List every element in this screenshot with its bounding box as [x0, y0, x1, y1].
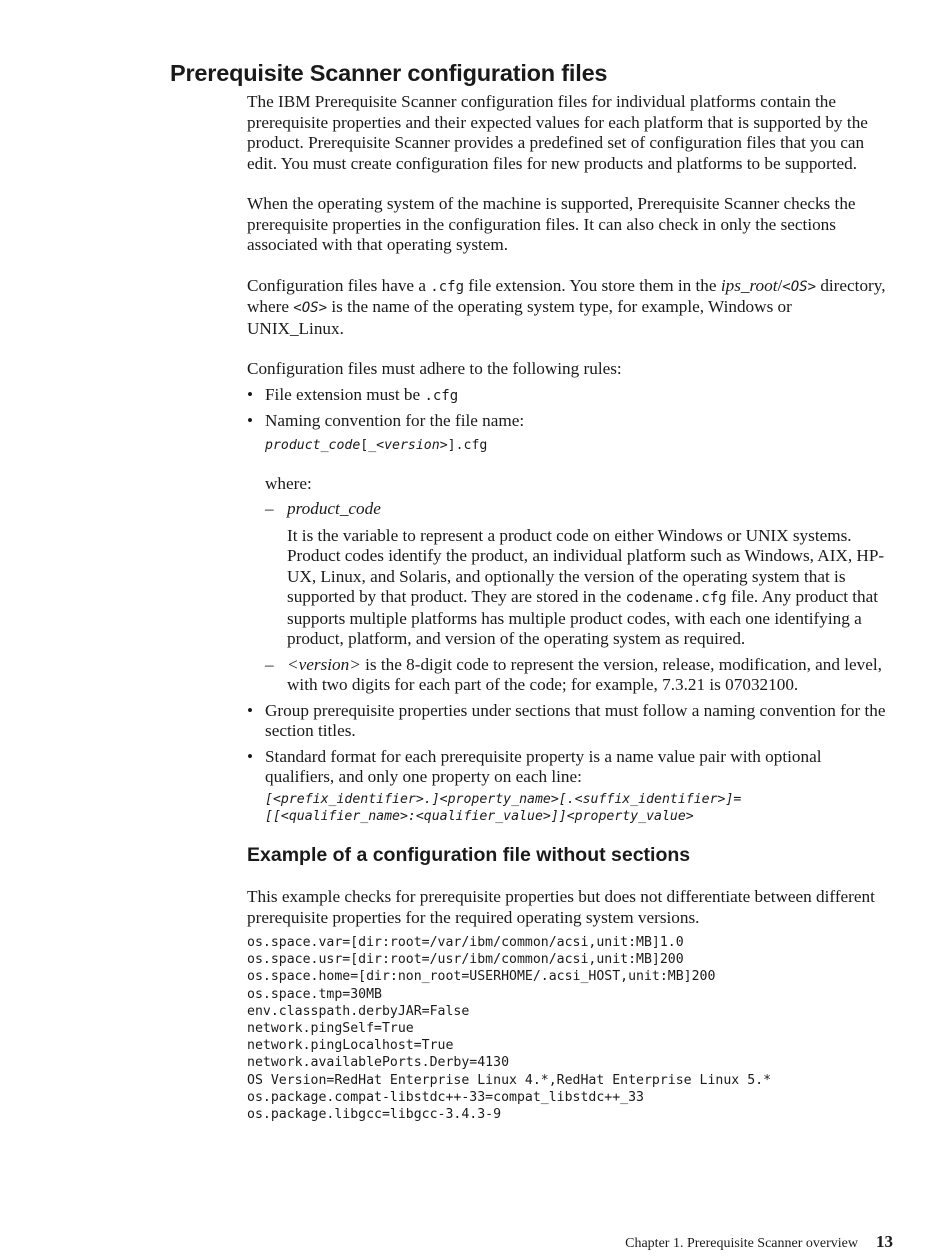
format-line-1: [<prefix_identifier>.]<property_name>[.<suffix_identifier>]=: [265, 791, 742, 807]
bullet-icon: •: [247, 384, 254, 404]
section-heading: Example of a configuration file without sections: [247, 843, 691, 866]
inline-code-cfg: .cfg: [430, 278, 464, 295]
paragraph-intro: The IBM Prerequisite Scanner configuration files for individual platforms contain the prerequisite properties and their expected values for each platform that is supported by the product. Prerequisite Scanner provides a predefined set of configuration files that you can edit. You must create configuration files for new products and platforms to be supported.: [247, 92, 868, 173]
format-line-2: [[<qualifier_name>:<qualifier_value>]]<property_value>: [265, 808, 694, 824]
os-placeholder: <OS>: [293, 300, 328, 316]
rules-intro: Configuration files must adhere to the following rules:: [247, 359, 622, 378]
rule-file-extension: • File extension must be .cfg: [247, 384, 459, 404]
code-line: network.pingSelf=True: [247, 1021, 414, 1037]
example-intro: This example checks for prerequisite properties but does not differentiate between different prerequisite properties for the required operating system versions.: [247, 887, 875, 927]
code-line: network.availablePorts.Derby=4130: [247, 1055, 510, 1071]
inline-code-codename: codename.cfg: [625, 590, 727, 606]
path-ips-root: ips_root: [720, 275, 778, 295]
naming-pattern: product_code[_<version>].cfg: [265, 437, 488, 453]
rule-sections: • Group prerequisite properties under sections that must follow a naming convention for the section titles.: [247, 700, 886, 740]
code-example: [247, 934, 892, 1123]
page-number: 13: [876, 1232, 893, 1251]
document-body: [247, 92, 892, 1123]
page-heading: Prerequisite Scanner configuration files: [170, 60, 608, 86]
code-line: network.pingLocalhost=True: [247, 1038, 454, 1054]
where-label: where:: [265, 473, 312, 493]
page-footer: [625, 1232, 893, 1252]
sub-item-product-code: – product_code It is the variable to represent a product code on either Windows or UNIX systems. Product codes identify the product, an individual platform such as Windows, AIX, HP-UX, Linux, and Solaris, and optionally the version of the operating system that is supported by that product. They are stored in the codename.cfg file. Any product that supports multiple platforms has multiple product codes, with each one identifying a product, platform, and version of the operating system as required.: [265, 499, 885, 648]
code-line: os.space.tmp=30MB: [247, 986, 382, 1002]
code-line: os.package.compat-libstdc++-33=compat_libstdc++_33: [247, 1089, 644, 1105]
paragraph-file-extension: Configuration files have a .cfg file extension. You store them in the ips_root/<OS> directory, where <OS> is the name of the operating system type, for example, Windows or UNIX_Linux.: [247, 275, 886, 338]
rule-standard-format: • Standard format for each prerequisite property is a name value pair with optional qualifiers, and only one property on each line: [<prefix_identifier>.]<property_name>[.<suffix_identifier>]= [[<qualifier_name>:<qualifier_value>]]<property_value>: [247, 747, 892, 825]
bullet-icon: •: [247, 700, 254, 720]
code-line: os.space.usr=[dir:root=/usr/ibm/common/acsi,unit:MB]200: [247, 952, 684, 968]
bullet-icon: •: [247, 746, 254, 766]
paragraph-os-support: When the operating system of the machine is supported, Prerequisite Scanner checks the prerequisite properties in the configuration files. It can also check in only the sections associated with that operating system.: [247, 194, 856, 254]
path-os-placeholder: <OS>: [782, 278, 817, 295]
bullet-icon: •: [247, 411, 254, 430]
code-line: os.space.home=[dir:non_root=USERHOME/.acsi_HOST,unit:MB]200: [247, 969, 716, 985]
code-line: env.classpath.derbyJAR=False: [247, 1003, 470, 1019]
rule-naming-convention: • Naming convention for the file name: product_code[_<version>].cfg where: – product_code It is the variable to represent a product code on either Windows or UNIX systems. Product codes identify the product, an individual platform such as Windows, AIX, HP-UX, Linux, and Solaris, and optionally the version of the operating system that is supported by that product. They are stored in the codename.cfg file. Any product that supports multiple platforms has multiple product codes, with each one identifying a product, platform, and version of the operating system as required. – <version> is the 8-digit code to represent the version, release, modification, and level, with two digits for each part of the code; for example, 7.3.21 is 07032100.: [247, 411, 892, 696]
chapter-title: Chapter 1. Prerequisite Scanner overview: [625, 1236, 858, 1251]
sub-item-version: – <version> is the 8-digit code to represent the version, release, modification, and level, with two digits for each part of the code; for example, 7.3.21 is 07032100.: [265, 654, 882, 694]
code-line: os.space.var=[dir:root=/var/ibm/common/acsi,unit:MB]1.0: [247, 935, 684, 950]
code-line: OS Version=RedHat Enterprise Linux 4.*,RedHat Enterprise Linux 5.*: [247, 1072, 772, 1088]
dash-icon: –: [265, 499, 274, 518]
dash-icon: –: [265, 654, 274, 674]
code-line: os.package.libgcc=libgcc-3.4.3-9: [247, 1107, 502, 1123]
